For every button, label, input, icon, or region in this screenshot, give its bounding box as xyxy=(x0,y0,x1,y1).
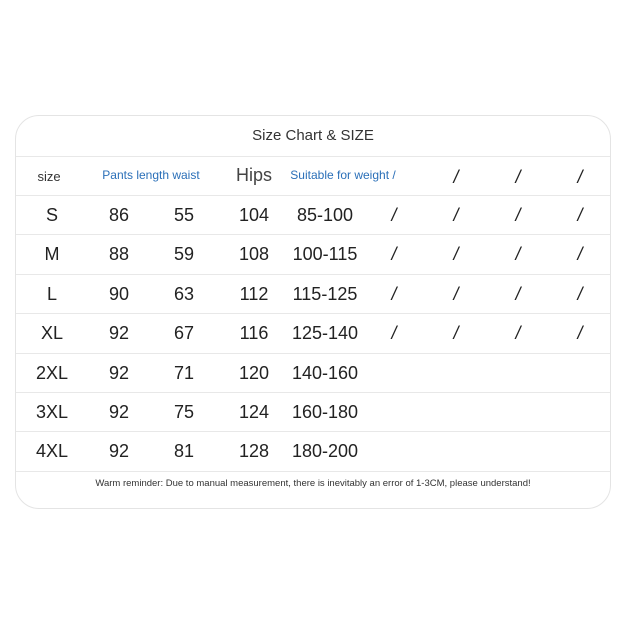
cell-hips: 120 xyxy=(238,362,270,383)
cell-size: 3XL xyxy=(35,402,69,422)
cell-slash: / xyxy=(515,244,521,265)
size-chart-card xyxy=(15,115,611,509)
cell-weight: 100-115 xyxy=(292,244,358,265)
cell-slash: / xyxy=(453,205,459,225)
chart-title: Size Chart & SIZE xyxy=(252,127,374,144)
header-weight: Suitable for weight / xyxy=(290,168,396,182)
cell-slash: / xyxy=(577,323,583,344)
cell-hips: 116 xyxy=(239,323,269,344)
cell-size: 4XL xyxy=(35,441,69,462)
header-size: size xyxy=(37,169,61,184)
cell-slash: / xyxy=(577,283,583,304)
cell-weight: 160-180 xyxy=(291,402,359,422)
cell-slash: / xyxy=(391,323,397,344)
cell-weight: 85-100 xyxy=(296,205,354,225)
cell-slash: / xyxy=(515,205,521,225)
cell-waist: 55 xyxy=(173,205,195,225)
cell-weight: 115-125 xyxy=(292,283,358,304)
cell-slash: / xyxy=(391,244,397,265)
cell-weight: 125-140 xyxy=(291,323,359,344)
cell-waist: 63 xyxy=(173,283,195,304)
cell-slash: / xyxy=(577,205,583,225)
header-hips: Hips xyxy=(235,165,272,185)
cell-waist: 71 xyxy=(173,362,195,383)
cell-waist: 81 xyxy=(173,441,195,462)
cell-hips: 104 xyxy=(238,205,270,225)
warm-reminder-note: Warm reminder: Due to manual measurement, there is inevitably an error of 1-3CM, please understand! xyxy=(95,478,531,489)
cell-pants-length: 92 xyxy=(108,441,130,462)
header-slash: / xyxy=(577,167,583,187)
cell-pants-length: 86 xyxy=(108,205,130,225)
cell-size: XL xyxy=(40,323,64,344)
cell-hips: 128 xyxy=(238,441,270,462)
cell-pants-length: 92 xyxy=(108,323,130,344)
cell-size: M xyxy=(44,244,60,265)
cell-slash: / xyxy=(391,205,397,225)
cell-slash: / xyxy=(515,283,521,304)
cell-hips: 108 xyxy=(238,244,270,265)
cell-size: L xyxy=(46,283,57,304)
cell-weight: 140-160 xyxy=(291,362,359,383)
cell-waist: 75 xyxy=(173,402,195,422)
cell-pants-length: 90 xyxy=(108,283,130,304)
cell-waist: 59 xyxy=(173,244,195,265)
cell-slash: / xyxy=(577,244,583,265)
cell-pants-length: 92 xyxy=(108,402,130,422)
cell-size: S xyxy=(45,205,58,225)
cell-size: 2XL xyxy=(35,362,69,383)
cell-slash: / xyxy=(391,283,397,304)
cell-pants-length: 92 xyxy=(108,362,130,383)
cell-weight: 180-200 xyxy=(291,441,359,462)
cell-slash: / xyxy=(453,323,459,344)
header-slash: / xyxy=(515,167,521,187)
cell-waist: 67 xyxy=(173,323,195,344)
divider xyxy=(16,471,610,472)
cell-slash: / xyxy=(515,323,521,344)
cell-slash: / xyxy=(453,283,459,304)
cell-slash: / xyxy=(453,244,459,265)
header-slash: / xyxy=(453,167,459,187)
header-pants-length-waist: Pants length waist xyxy=(102,168,200,182)
cell-pants-length: 88 xyxy=(108,244,130,265)
cell-hips: 112 xyxy=(239,283,269,304)
cell-hips: 124 xyxy=(238,402,270,422)
